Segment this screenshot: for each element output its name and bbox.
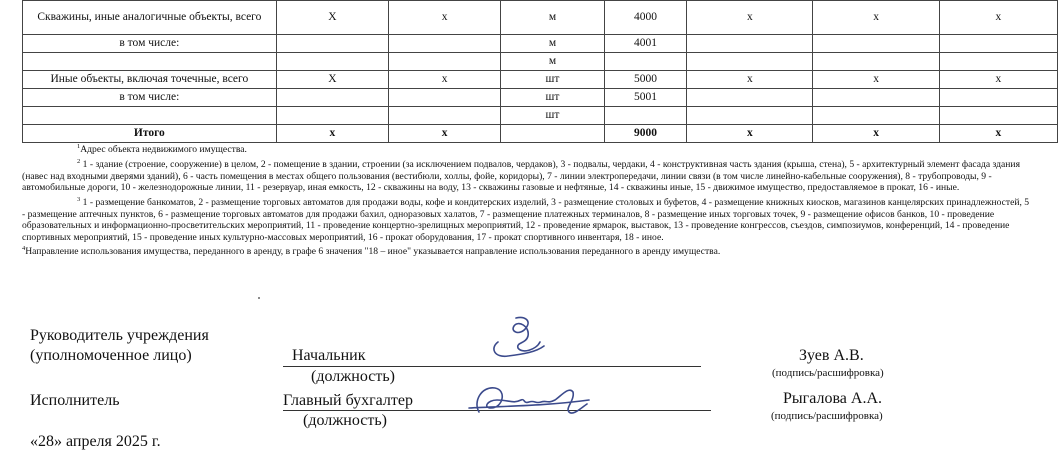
table-cell bbox=[389, 89, 501, 107]
table-cell: х bbox=[939, 1, 1057, 35]
head-position: Начальник bbox=[292, 347, 366, 364]
table-cell bbox=[276, 35, 388, 53]
head-signature-scribble bbox=[480, 312, 560, 364]
table-row bbox=[23, 1, 1058, 35]
table-cell: шт bbox=[501, 89, 604, 107]
head-signature-caption: (подпись/расшифровка) bbox=[772, 367, 884, 379]
row-name-cell: Скважины, иные аналогичные объекты, всего bbox=[23, 1, 277, 35]
table-cell: х bbox=[389, 71, 501, 89]
table-cell: м bbox=[501, 1, 604, 35]
table-cell bbox=[939, 107, 1057, 125]
executor-signature-caption: (подпись/расшифровка) bbox=[771, 410, 883, 422]
table-cell bbox=[687, 89, 813, 107]
table-cell bbox=[389, 107, 501, 125]
table-cell: х bbox=[813, 71, 939, 89]
executor-signature-scribble bbox=[465, 378, 595, 422]
table-cell bbox=[939, 35, 1057, 53]
table-cell bbox=[687, 107, 813, 125]
executor-position: Главный бухгалтер bbox=[283, 392, 413, 409]
executor-position-caption: (должность) bbox=[303, 412, 387, 429]
table-cell bbox=[813, 107, 939, 125]
table-cell: 5000 bbox=[604, 71, 687, 89]
table-cell: 4000 bbox=[604, 1, 687, 35]
scan-speck bbox=[258, 297, 260, 299]
table-row bbox=[23, 35, 1058, 53]
executor-label: Исполнитель bbox=[30, 392, 120, 409]
table-cell bbox=[276, 89, 388, 107]
table-cell bbox=[939, 53, 1057, 71]
row-name-cell bbox=[23, 107, 277, 125]
table-row bbox=[23, 125, 1058, 143]
table-row bbox=[23, 107, 1058, 125]
table-cell bbox=[276, 53, 388, 71]
head-signature-line bbox=[283, 366, 701, 367]
table-cell: х bbox=[813, 125, 939, 143]
row-name-cell bbox=[23, 53, 277, 71]
head-label: Руководитель учреждения bbox=[30, 327, 209, 344]
footnote-4: $^4$Направление использования имущества, переданного в аренду, в графе 6 значения "18 – иное" указывается направление использования переданного в аренду имущества. bbox=[22, 245, 721, 258]
table-cell bbox=[813, 53, 939, 71]
table-cell: 4001 bbox=[604, 35, 687, 53]
table-cell bbox=[501, 125, 604, 143]
table-cell: х bbox=[276, 125, 388, 143]
footnote-2: $^2$ 1 - здание (строение, сооружение) в целом, 2 - помещение в здании, строении (за исключением подвалов, чердаков), 3 - подвалы, чердаки, 4 - конструктивная часть здания (крыша, стена), 5 - архитектурный элемент фасада здания (навес над входными дверями зданий), 6 - часть помещения в местах общего пользования (вестибюли, холлы, фойе, коридоры), 7 - линии электропередачи, линии связи (в том числе линейно-кабельные сооружения), 8 - трубопроводы, 9 - автомобильные дороги, 10 - железнодорожные линии, 11 - резервуар, иная емкость, 12 - скважины на воду, 13 - скважины газовые и нефтяные, 14 - скважины иные, 15 - движимое имущество, предоставляемое в прокат, 16 - иные. bbox=[22, 157, 1020, 194]
table-cell: Х bbox=[276, 71, 388, 89]
head-name: Зуев А.В. bbox=[799, 347, 864, 364]
table-cell bbox=[939, 89, 1057, 107]
footnotes bbox=[22, 141, 1032, 258]
head-position-caption: (должность) bbox=[311, 368, 395, 385]
row-name-cell: в том числе: bbox=[23, 35, 277, 53]
table-cell bbox=[389, 35, 501, 53]
table-cell: х bbox=[939, 71, 1057, 89]
head-label-sub: (уполномоченное лицо) bbox=[30, 347, 192, 364]
table-cell: х bbox=[687, 125, 813, 143]
table-cell: 9000 bbox=[604, 125, 687, 143]
table-cell bbox=[604, 107, 687, 125]
report-date: «28» апреля 2025 г. bbox=[30, 433, 161, 450]
table-cell bbox=[604, 53, 687, 71]
row-name-cell: Иные объекты, включая точечные, всего bbox=[23, 71, 277, 89]
table-cell: м bbox=[501, 53, 604, 71]
table-cell bbox=[813, 89, 939, 107]
row-name-cell: в том числе: bbox=[23, 89, 277, 107]
table-cell: х bbox=[813, 1, 939, 35]
executor-name: Рыгалова А.А. bbox=[783, 390, 882, 407]
footnote-1: $^1$Адрес объекта недвижимого имущества. bbox=[77, 143, 247, 156]
table-cell bbox=[389, 53, 501, 71]
table-cell: х bbox=[687, 1, 813, 35]
table-cell: Х bbox=[276, 1, 388, 35]
table-cell: шт bbox=[501, 71, 604, 89]
table-row bbox=[23, 53, 1058, 71]
table-cell: х bbox=[389, 125, 501, 143]
table-cell bbox=[687, 53, 813, 71]
table-row bbox=[23, 89, 1058, 107]
table-cell: х bbox=[389, 1, 501, 35]
table-cell bbox=[813, 35, 939, 53]
footnote-3: $^3$ 1 - размещение банкоматов, 2 - размещение торговых автоматов для продажи воды, кофе и кондитерских изделий, 3 - размещение столовых и буфетов, 4 - размещение книжных киосков, магазинов канцелярских принадлежностей, 5 - размещение аптечных пунктов, 6 - размещение торговых автоматов для продажи бахил, одноразовых халатов, 7 - размещение платежных терминалов, 8 - размещение иных торговых точек, 9 - размещение офисов банков, 10 - проведение образовательных и информационно-просветительских мероприятий, 11 - проведение концертно-зрелищных мероприятий, 12 - проведение ярмарок, выставок, 13 - проведение конгрессов, съездов, симпозиумов, конференций, 14 - проведение спортивных мероприятий, 15 - проведение иных культурно-массовых мероприятий, 16 - прокат оборудования, 17 - прокат спортивного инвентаря, 18 - иное. bbox=[22, 195, 1030, 243]
row-name-cell: Итого bbox=[23, 125, 277, 143]
table-cell: х bbox=[939, 125, 1057, 143]
table-cell bbox=[687, 35, 813, 53]
table-cell: х bbox=[687, 71, 813, 89]
table-cell: шт bbox=[501, 107, 604, 125]
table-cell: м bbox=[501, 35, 604, 53]
table-cell: 5001 bbox=[604, 89, 687, 107]
table-cell bbox=[276, 107, 388, 125]
property-table bbox=[22, 0, 1058, 143]
table-row bbox=[23, 71, 1058, 89]
